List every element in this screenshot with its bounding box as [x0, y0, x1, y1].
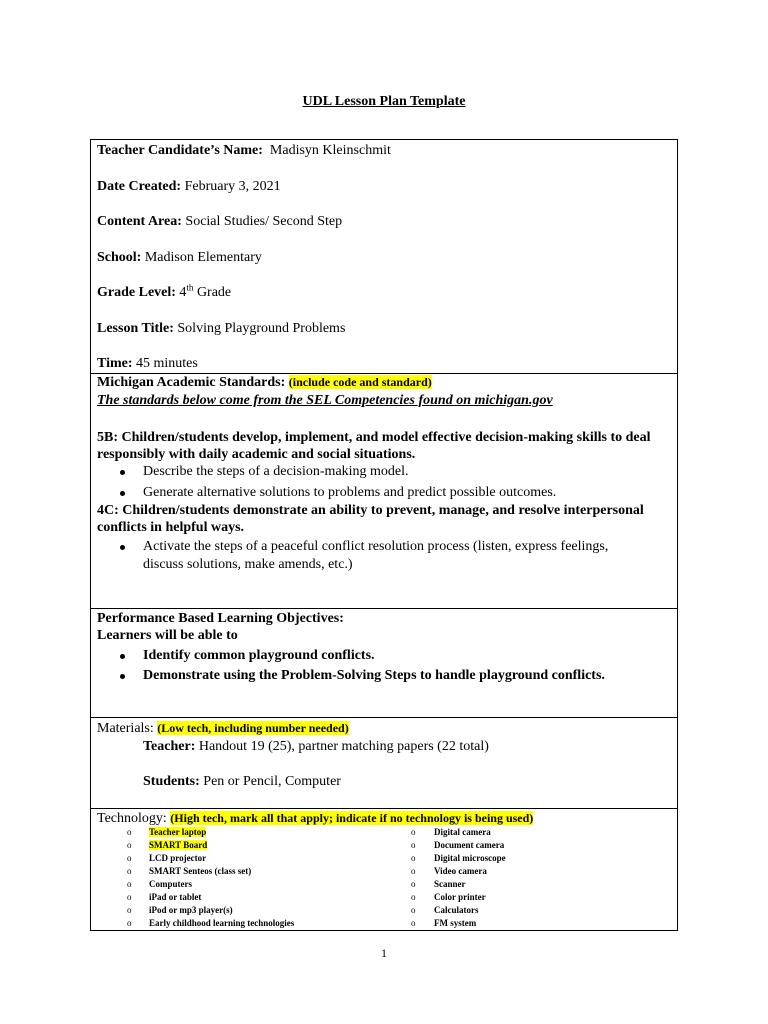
- standard-5b-item: Describe the steps of a decision-making model.: [143, 464, 409, 479]
- materials-note: (Low tech, including number needed): [157, 721, 349, 735]
- grade-level-word: Grade: [196, 285, 232, 300]
- school-line: [97, 250, 262, 266]
- checkbox-circle-icon: o: [411, 827, 416, 837]
- materials-students-value: Pen or Pencil, Computer: [203, 774, 341, 789]
- bullet-icon: [120, 674, 125, 679]
- lesson-info-section: [90, 139, 678, 374]
- time-label: Time:: [97, 356, 133, 371]
- lesson-title-label: Lesson Title:: [97, 321, 174, 336]
- technology-item-left: LCD projector: [149, 853, 207, 863]
- materials-section: [90, 717, 678, 809]
- checkbox-circle-icon: o: [127, 866, 132, 876]
- technology-section: [90, 808, 678, 931]
- content-area-line: [97, 214, 342, 230]
- technology-item-right: Color printer: [434, 892, 486, 902]
- technology-item-left: SMART Board: [149, 840, 208, 850]
- technology-item-right: Scanner: [434, 879, 466, 889]
- objective-item: Identify common playground conflicts.: [143, 648, 375, 663]
- grade-level-line: [97, 282, 232, 301]
- date-label: Date Created:: [97, 179, 182, 194]
- date-line: [97, 179, 281, 195]
- standard-4c: 4C: Children/students demonstrate an ability to prevent, manage, and resolve interpersonal conflicts in helpful ways.: [97, 503, 644, 535]
- technology-item-right: Digital microscope: [434, 853, 506, 863]
- content-area-value: Social Studies/ Second Step: [185, 214, 343, 229]
- lesson-title-value: Solving Playground Problems: [177, 321, 346, 336]
- lesson-title-line: [97, 321, 345, 337]
- technology-note: (High tech, mark all that apply; indicate if no technology is being used): [170, 811, 534, 825]
- standards-source-note: The standards below come from the SEL Competencies found on michigan.gov: [97, 393, 553, 408]
- standard-4c-item-line2: discuss solutions, make amends, etc.): [143, 557, 353, 572]
- grade-level-label: Grade Level:: [97, 285, 176, 300]
- teacher-name-line: [97, 143, 391, 159]
- checkbox-circle-icon: o: [411, 840, 416, 850]
- standards-heading-line: [97, 375, 432, 391]
- checkbox-circle-icon: o: [127, 879, 132, 889]
- technology-heading: Technology:: [97, 811, 167, 826]
- technology-item-right: Document camera: [434, 840, 505, 850]
- teacher-name-value: Madisyn Kleinschmit: [269, 143, 391, 158]
- standard-5b: 5B: Children/students develop, implement, and model effective decision-making skills to deal responsibly with daily academic and social situations.: [97, 430, 651, 462]
- technology-item-right: FM system: [434, 918, 477, 928]
- checkbox-circle-icon: o: [127, 827, 132, 837]
- checkbox-circle-icon: o: [411, 918, 416, 928]
- technology-item-left: Computers: [149, 879, 192, 889]
- objective-item: Demonstrate using the Problem-Solving Steps to handle playground conflicts.: [143, 668, 605, 683]
- checkbox-circle-icon: o: [127, 892, 132, 902]
- technology-heading-line: [97, 811, 533, 827]
- bullet-icon: [120, 470, 125, 475]
- page-number: 1: [381, 946, 387, 960]
- technology-item-left: Teacher laptop: [149, 827, 207, 837]
- time-value: 45 minutes: [136, 356, 198, 371]
- standard-4c-item-line1: Activate the steps of a peaceful conflict resolution process (listen, express feelings,: [143, 539, 609, 554]
- content-area-label: Content Area:: [97, 214, 182, 229]
- checkbox-circle-icon: o: [411, 879, 416, 889]
- school-label: School:: [97, 250, 142, 265]
- school-value: Madison Elementary: [144, 250, 262, 265]
- technology-item-right: Video camera: [434, 866, 487, 876]
- date-value: February 3, 2021: [184, 179, 281, 194]
- technology-item-left: iPod or mp3 player(s): [149, 905, 233, 915]
- grade-level-number: 4: [179, 285, 187, 300]
- materials-teacher-label: Teacher:: [143, 739, 196, 754]
- document-title: UDL Lesson Plan Template: [302, 94, 466, 109]
- standards-heading-note: (include code and standard): [288, 375, 432, 389]
- bullet-icon: [120, 654, 125, 659]
- materials-teacher-line: [143, 739, 489, 755]
- objectives-subheading: Learners will be able to: [97, 628, 238, 643]
- technology-item-left: Early childhood learning technologies: [149, 918, 295, 928]
- standards-section: [90, 373, 678, 609]
- time-line: [97, 356, 198, 372]
- materials-students-line: [143, 774, 341, 790]
- teacher-name-label: Teacher Candidate’s Name:: [97, 143, 263, 158]
- objectives-section: [90, 608, 678, 718]
- materials-heading-line: [97, 721, 349, 737]
- technology-item-left: iPad or tablet: [149, 892, 202, 902]
- standard-5b-item: Generate alternative solutions to problems and predict possible outcomes.: [143, 485, 557, 500]
- technology-item-right: Digital camera: [434, 827, 491, 837]
- checkbox-circle-icon: o: [411, 853, 416, 863]
- bullet-icon: [120, 545, 125, 550]
- materials-teacher-value: Handout 19 (25), partner matching papers (22 total): [198, 739, 489, 754]
- technology-item-left: SMART Senteos (class set): [149, 866, 252, 876]
- checkbox-circle-icon: o: [127, 840, 132, 850]
- technology-item-right: Calculators: [434, 905, 479, 915]
- materials-heading: Materials:: [97, 721, 154, 736]
- materials-students-label: Students:: [143, 774, 200, 789]
- checkbox-circle-icon: o: [411, 905, 416, 915]
- checkbox-circle-icon: o: [127, 905, 132, 915]
- standards-heading: Michigan Academic Standards:: [97, 375, 286, 390]
- checkbox-circle-icon: o: [127, 918, 132, 928]
- grade-level-ordinal: th: [186, 282, 194, 293]
- bullet-icon: [120, 491, 125, 496]
- checkbox-circle-icon: o: [127, 853, 132, 863]
- checkbox-circle-icon: o: [411, 892, 416, 902]
- checkbox-circle-icon: o: [411, 866, 416, 876]
- objectives-heading: Performance Based Learning Objectives:: [97, 611, 344, 626]
